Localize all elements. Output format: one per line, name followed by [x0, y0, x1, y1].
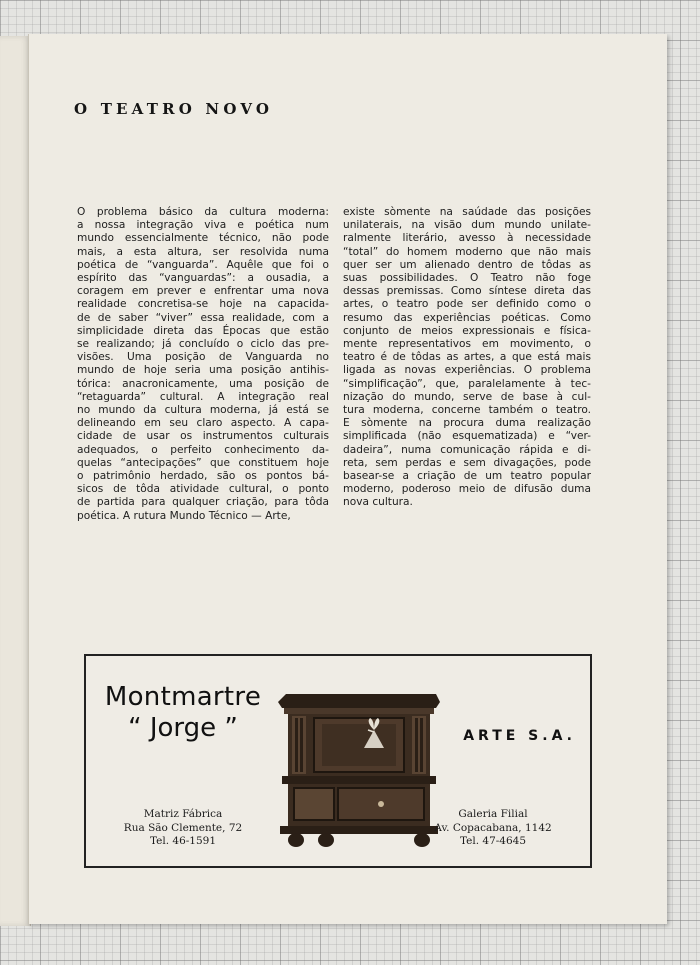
article-line: suas possibilidades. O Teatro não foge — [343, 272, 591, 285]
article-line: “retaguarda” cultural. A integração real — [77, 390, 329, 403]
article-line: artes, o teatro pode ser definido como o — [343, 298, 591, 311]
article-line: existe sòmente na saúdade das posições — [343, 206, 591, 218]
ad-company-name: ARTE S.A. — [463, 728, 576, 744]
article-line: dessas premissas. Como síntese direta das — [343, 285, 591, 298]
article-line: ralmente literário, avesso à necessidade — [343, 232, 591, 245]
article-line: poética. A rutura Mundo Técnico — Arte, — [77, 509, 291, 522]
ad-address-left — [98, 808, 268, 849]
article-line: de de saber “viver” essa realidade, com a — [77, 311, 329, 324]
ad-brand — [94, 682, 272, 744]
article-title: O TEATRO NOVO — [74, 100, 274, 118]
article-line: a nossa integração viva e poética num — [77, 219, 329, 232]
article-line: adequados, o perfeito conhecimento da- — [77, 443, 329, 456]
article-line: nização do mundo, serve de base à cul- — [343, 390, 591, 403]
article-line: o patrimônio herdado, são os pontos bá- — [77, 470, 329, 483]
ad-brand-subtitle: “ Jorge ” — [128, 713, 238, 743]
article-line: poética de “vanguarda”. Aquêle que foi o — [77, 258, 329, 271]
article-line: tura moderna, concerne também o teatro. — [343, 404, 591, 417]
article-line: quelas “antecipações” que constituem hoje — [77, 456, 329, 469]
ad-brand-name: Montmartre — [104, 682, 262, 712]
article-line: mente representativos em movimento, o — [343, 338, 591, 351]
ad-address-left-line: Tel. 46-1591 — [149, 835, 217, 847]
article-line: mais, a esta altura, ser resolvida numa — [77, 245, 329, 258]
article-line: tórica: anacronicamente, uma posição de — [77, 377, 329, 390]
article-line: de partida para qualquer criação, para tôda — [77, 496, 329, 509]
article-line: nova cultura. — [343, 496, 413, 509]
ad-address-right — [408, 808, 578, 849]
article-line: unilaterais, na visão dum mundo unilate- — [343, 219, 591, 232]
ad-address-left-line: Rua São Clemente, 72 — [123, 821, 243, 834]
ad-address-left-line: Matriz Fábrica — [143, 808, 223, 820]
article-line: visões. Uma posição de Vanguarda no — [77, 351, 329, 364]
ad-address-right-line: Av. Copacabana, 1142 — [434, 821, 552, 834]
article-line: “simplificação”, que, paralelamente à tec- — [343, 377, 591, 390]
article-line: conjunto de meios expressionais e física- — [343, 324, 591, 337]
article-line: espírito das “vanguardas”: a ousadia, a — [77, 272, 329, 285]
ad-address-right-line: Galeria Filial — [458, 808, 528, 820]
left-page-edge — [0, 36, 31, 926]
article-line: mundo essencialmente técnico, não pode — [77, 232, 329, 245]
article-line: teatro é de tôdas as artes, a que está mais — [343, 351, 591, 364]
article-line: E sòmente na procura duma realização — [343, 417, 591, 430]
article-line: basear-se a criação de um teatro popular — [343, 470, 591, 483]
article-line: coragem em prever e enfrentar uma nova — [77, 285, 329, 298]
article-line: ligada as novas experiências. O problema — [343, 364, 591, 377]
article-line: delineando em seu claro aspecto. A capa- — [77, 417, 329, 430]
advertisement-box — [84, 654, 592, 868]
article-line: sicos de tôda atividade cultural, o ponto — [77, 483, 329, 496]
article-column-left — [77, 206, 329, 523]
article-line: “total” do homem moderno que não mais — [343, 245, 591, 258]
article-line: mundo de hoje seria uma posição antihis- — [77, 364, 329, 377]
article-column-right — [343, 206, 591, 510]
article-line: se realizando; já concluído o ciclo das pre- — [77, 338, 329, 351]
article-line: simplicidade direta das Épocas que estão — [77, 324, 329, 337]
article-line: dadeira”, numa comunicação rápida e di- — [343, 443, 591, 456]
article-line: no mundo da cultura moderna, já está se — [77, 404, 329, 417]
article-line: realidade concretisa-se hoje na capacida- — [77, 298, 329, 311]
article-line: simplificada (não esquematizada) e “ver- — [343, 430, 591, 443]
article-line: quer ser um alienado dentro de tôdas as — [343, 258, 591, 271]
article-line: O problema básico da cultura moderna: — [77, 206, 329, 218]
article-line: reta, sem perdas e sem divagações, pode — [343, 456, 591, 469]
ad-address-right-line: Tel. 47-4645 — [459, 835, 527, 847]
article-line: cidade de usar os instrumentos culturais — [77, 430, 329, 443]
magazine-page — [28, 34, 667, 924]
article-line: resumo das experiências poéticas. Como — [343, 311, 591, 324]
article-line: moderno, poderoso meio de difusão duma — [343, 483, 591, 496]
